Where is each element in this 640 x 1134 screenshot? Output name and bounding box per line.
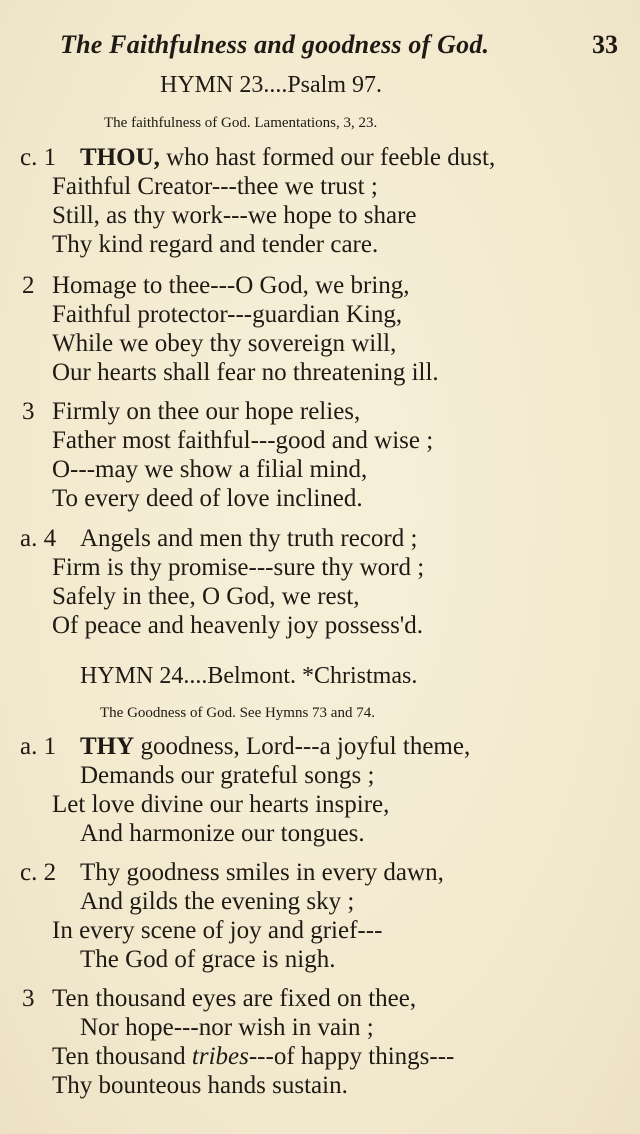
verse-line xyxy=(52,1043,454,1071)
verse-line: Ten thousand eyes are fixed on thee, xyxy=(52,985,417,1012)
verse-line-start: Ten thousand xyxy=(52,1043,192,1070)
verse-line: The God of grace is nigh. xyxy=(80,946,336,973)
stanza-marker: 3 xyxy=(22,985,35,1012)
verse-line: Faithful Creator---thee we trust ; xyxy=(52,173,378,200)
verse-line: And harmonize our tongues. xyxy=(80,820,365,847)
first-word: THOU, xyxy=(80,144,160,171)
verse-line: Father most faithful---good and wise ; xyxy=(52,427,434,454)
stanza-marker: 2 xyxy=(22,272,35,299)
verse-line-rest: goodness, Lord---a joyful theme, xyxy=(134,733,471,760)
page-number: 33 xyxy=(592,30,618,59)
hymn-24-title: HYMN 24....Belmont. *Christmas. xyxy=(80,663,418,689)
verse-line: Homage to thee---O God, we bring, xyxy=(52,272,410,299)
verse-line: Firm is thy promise---sure thy word ; xyxy=(52,554,425,581)
verse-line: Thy goodness smiles in every dawn, xyxy=(80,859,444,886)
first-word: THY xyxy=(80,733,135,760)
verse-line: Demands our grateful songs ; xyxy=(80,762,375,789)
verse-line: Firmly on thee our hope relies, xyxy=(52,398,361,425)
verse-line: While we obey thy sovereign will, xyxy=(52,330,397,357)
verse-line: Thy kind regard and tender care. xyxy=(52,231,379,258)
verse-line: O---may we show a filial mind, xyxy=(52,456,368,483)
verse-line-rest: who hast formed our feeble dust, xyxy=(159,144,496,171)
stanza-marker: c. 1 xyxy=(20,144,57,171)
verse-line: To every deed of love inclined. xyxy=(52,485,363,512)
verse-line: Thy bounteous hands sustain. xyxy=(52,1072,348,1099)
verse-line: And gilds the evening sky ; xyxy=(80,888,355,915)
verse-line: Angels and men thy truth record ; xyxy=(80,525,418,552)
verse-line: Our hearts shall fear no threatening ill. xyxy=(52,359,439,386)
hymn-24-subtitle: The Goodness of God. See Hymns 73 and 74. xyxy=(100,705,375,721)
verse-line: Faithful protector---guardian King, xyxy=(52,301,403,328)
stanza-marker: a. 1 xyxy=(20,733,57,760)
italic-word: tribes xyxy=(191,1043,249,1070)
verse-line: In every scene of joy and grief--- xyxy=(52,917,383,944)
verse-line: Still, as thy work---we hope to share xyxy=(52,202,417,229)
verse-line: Safely in thee, O God, we rest, xyxy=(52,583,360,610)
stanza-marker: c. 2 xyxy=(20,859,57,886)
stanza-marker: a. 4 xyxy=(20,525,57,552)
verse-line: Let love divine our hearts inspire, xyxy=(52,791,390,818)
verse-line: Of peace and heavenly joy possess'd. xyxy=(52,612,424,639)
hymn-23-title: HYMN 23....Psalm 97. xyxy=(160,72,383,98)
verse-line: Nor hope---nor wish in vain ; xyxy=(80,1014,374,1041)
stanza-marker: 3 xyxy=(22,398,35,425)
verse-line xyxy=(80,733,470,761)
verse-line-rest: ---of happy things--- xyxy=(248,1043,455,1070)
hymn-23-subtitle: The faithfulness of God. Lamentations, 3, 23. xyxy=(104,115,378,131)
running-head: The Faithfulness and goodness of God. xyxy=(60,30,490,59)
verse-line xyxy=(80,144,495,172)
